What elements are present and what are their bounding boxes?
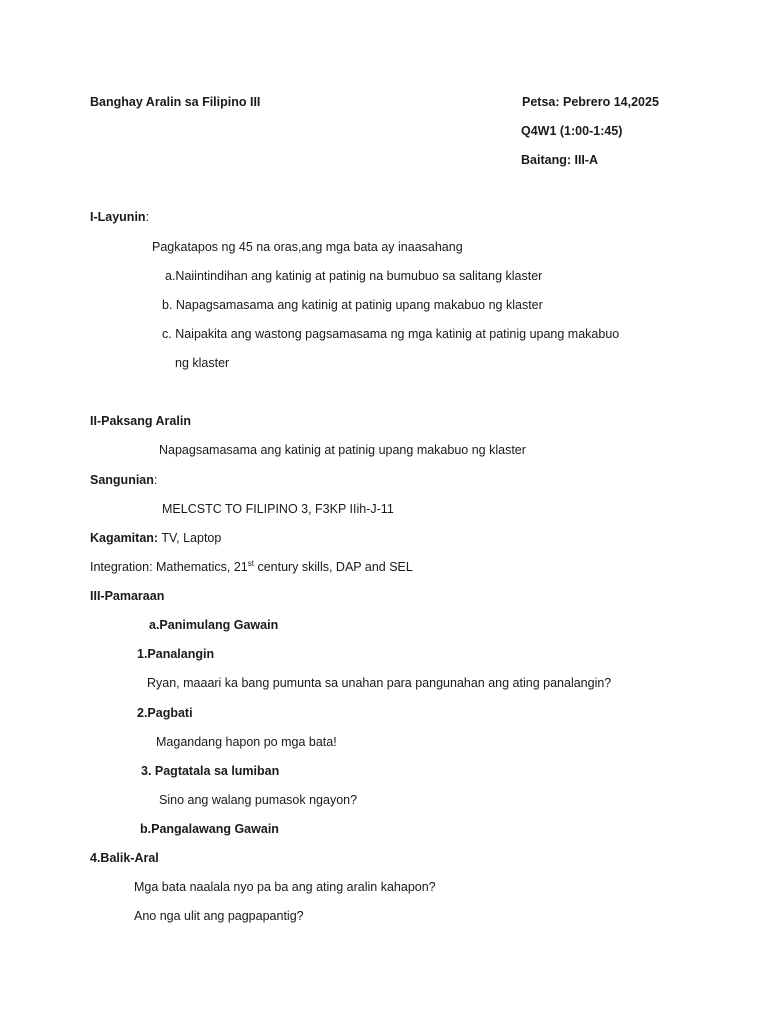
integration-line — [90, 559, 413, 575]
sangunian-text: MELCSTC TO FILIPINO 3, F3KP IIih-J-11 — [162, 502, 394, 516]
pamaraan-heading: III-Pamaraan — [90, 589, 165, 603]
integration-superscript: st — [247, 558, 254, 568]
kagamitan-line — [90, 530, 221, 546]
paksang-aralin-heading: II-Paksang Aralin — [90, 414, 191, 428]
pagtatala-text: Sino ang walang pumasok ngayon? — [159, 793, 358, 807]
layunin-heading: I-Layunin — [90, 210, 146, 224]
panalangin-text: Ryan, maaari ka bang pumunta sa unahan para pangunahan ang ating panalangin? — [147, 676, 612, 690]
week-time-label: Q4W1 (1:00-1:45) — [521, 124, 623, 138]
kagamitan-text: TV, Laptop — [158, 531, 222, 545]
panimulang-gawain-heading: a.Panimulang Gawain — [149, 618, 279, 632]
balik-aral-heading: 4.Balik-Aral — [90, 851, 159, 865]
balik-aral-line-1: Mga bata naalala nyo pa ba ang ating aralin kahapon? — [134, 880, 436, 894]
sangunian-colon: : — [153, 473, 158, 487]
layunin-colon: : — [145, 210, 150, 224]
integration-text-after: century skills, DAP and SEL — [253, 560, 413, 574]
layunin-item-c: c. Naipakita ang wastong pagsamasama ng mga katinig at patinig upang makabuo — [162, 327, 620, 341]
sangunian-section — [90, 472, 157, 488]
pagbati-text: Magandang hapon po mga bata! — [156, 735, 337, 749]
date-label: Petsa: Pebrero 14,2025 — [522, 95, 659, 109]
pagbati-heading: 2.Pagbati — [137, 706, 193, 720]
document-title: Banghay Aralin sa Filipino III — [90, 95, 261, 109]
layunin-item-a: a.Naiintindihan ang katinig at patinig na bumubuo sa salitang klaster — [165, 269, 543, 283]
kagamitan-heading: Kagamitan: — [90, 531, 159, 545]
grade-label: Baitang: III-A — [521, 153, 599, 167]
sangunian-heading: Sangunian — [90, 473, 154, 487]
integration-text-before: Integration: Mathematics, 21 — [90, 560, 248, 574]
layunin-intro: Pagkatapos ng 45 na oras,ang mga bata ay inaasahang — [152, 240, 463, 254]
balik-aral-line-2: Ano nga ulit ang pagpapantig? — [134, 909, 304, 923]
paksang-aralin-text: Napagsamasama ang katinig at patinig upang makabuo ng klaster — [159, 443, 526, 457]
layunin-item-c-continuation: ng klaster — [175, 356, 230, 370]
layunin-item-b: b. Napagsamasama ang katinig at patinig upang makabuo ng klaster — [162, 298, 543, 312]
pangalawang-gawain-heading: b.Pangalawang Gawain — [140, 822, 279, 836]
layunin-section — [90, 209, 149, 225]
pagtatala-heading: 3. Pagtatala sa lumiban — [141, 764, 280, 778]
panalangin-heading: 1.Panalangin — [137, 647, 215, 661]
